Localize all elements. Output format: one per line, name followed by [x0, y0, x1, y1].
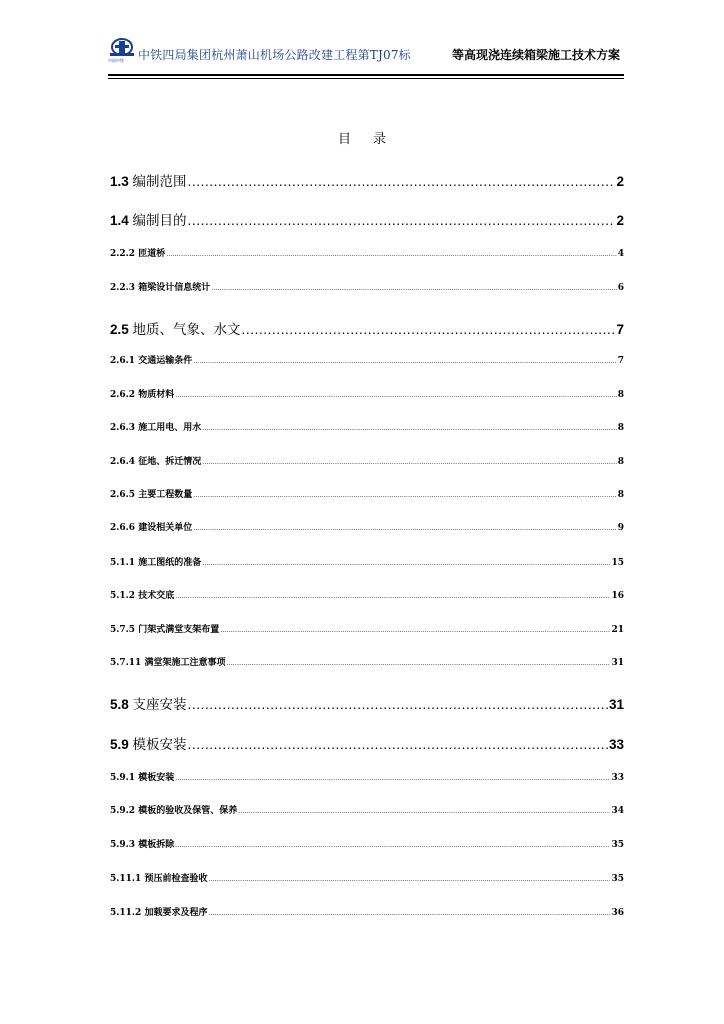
toc-entry[interactable]: 2.2.3 箱梁设计信息统计 ..... 6: [110, 280, 624, 293]
toc-page-number: 6: [617, 283, 624, 293]
toc-page-number: 8: [617, 490, 624, 500]
toc-page-number: 8: [617, 457, 624, 467]
toc-page-number: 36: [611, 908, 624, 918]
toc-page-number: 2: [616, 213, 624, 228]
toc-entry[interactable]: 5.1.2 技术交底 ..... 16: [110, 588, 624, 601]
toc-entry[interactable]: 5.7.5 门架式满堂支架布置 ..... 21: [110, 622, 624, 635]
toc-page-number: 16: [611, 591, 624, 601]
toc-entry[interactable]: 5.11.2 加载要求及程序 ..... 36: [110, 905, 624, 918]
toc-page-number: 4: [617, 249, 624, 259]
toc-page-number: 2: [616, 174, 624, 189]
toc-entry[interactable]: 1.3 编制范围 ..... 2: [110, 170, 624, 190]
toc-entry[interactable]: 5.8 支座安装 ..... 31: [110, 693, 624, 713]
header-rule-thin: [108, 78, 624, 79]
toc-entry[interactable]: 5.9.2 模板的验收及保管、保养 ..... 34: [110, 803, 624, 816]
toc-page-number: 35: [611, 840, 624, 850]
toc-entry[interactable]: 1.4 编制目的 ..... 2: [110, 209, 624, 229]
toc-page-number: 8: [617, 423, 624, 433]
toc-page-number: 21: [611, 625, 624, 635]
toc-page-number: 35: [611, 874, 624, 884]
logo-caption: 中国中铁: [108, 58, 124, 63]
toc-title: 目录: [337, 132, 408, 147]
toc-entry[interactable]: 5.9.1 模板安装 ..... 33: [110, 770, 624, 783]
toc-page-number: 9: [617, 523, 624, 533]
toc-entry[interactable]: 2.6.1 交通运输条件 ..... 7: [110, 353, 624, 366]
toc-page-number: 33: [608, 737, 624, 752]
toc-page-number: 7: [617, 356, 624, 366]
toc-page-number: 8: [617, 390, 624, 400]
toc-entry[interactable]: 2.2.2 匝道桥 ..... 4: [110, 246, 624, 259]
toc-entry[interactable]: 5.11.1 预压前检查验收 ..... 35: [110, 871, 624, 884]
toc-entry[interactable]: 2.6.2 物质材料 ..... 8: [110, 387, 624, 400]
toc-entry[interactable]: 5.9.3 模板拆除 ..... 35: [110, 837, 624, 850]
toc-entry[interactable]: 2.6.5 主要工程数量 ..... 8: [110, 487, 624, 500]
toc-page-number: 15: [611, 558, 624, 568]
toc-page-number: 33: [611, 773, 624, 783]
toc-entry[interactable]: 2.5 地质、气象、水文 ..... 7: [110, 318, 624, 338]
header-project-name: 中铁四局集团杭州萧山机场公路改建工程第TJ07标: [138, 48, 411, 62]
toc-page-number: 7: [616, 322, 624, 337]
toc-entry[interactable]: 2.6.6 建设相关单位 ..... 9: [110, 520, 624, 533]
toc-entry[interactable]: 5.1.1 施工图纸的准备 ..... 15: [110, 555, 624, 568]
toc-entry[interactable]: 5.7.11 满堂架施工注意事项 ..... 31: [110, 655, 624, 668]
toc-page-number: 31: [611, 658, 624, 668]
header-document-title: 等高现浇连续箱梁施工技术方案: [451, 48, 620, 62]
toc-page-number: 34: [611, 806, 624, 816]
toc-entry[interactable]: 2.6.4 征地、拆迁情况 ..... 8: [110, 454, 624, 467]
page-header: [108, 34, 624, 76]
toc-entry[interactable]: 5.9 模板安装 ..... 33: [110, 733, 624, 753]
toc-page-number: 31: [608, 697, 624, 712]
toc-entry[interactable]: 2.6.3 施工用电、用水 ..... 8: [110, 420, 624, 433]
header-rule: [108, 74, 624, 76]
